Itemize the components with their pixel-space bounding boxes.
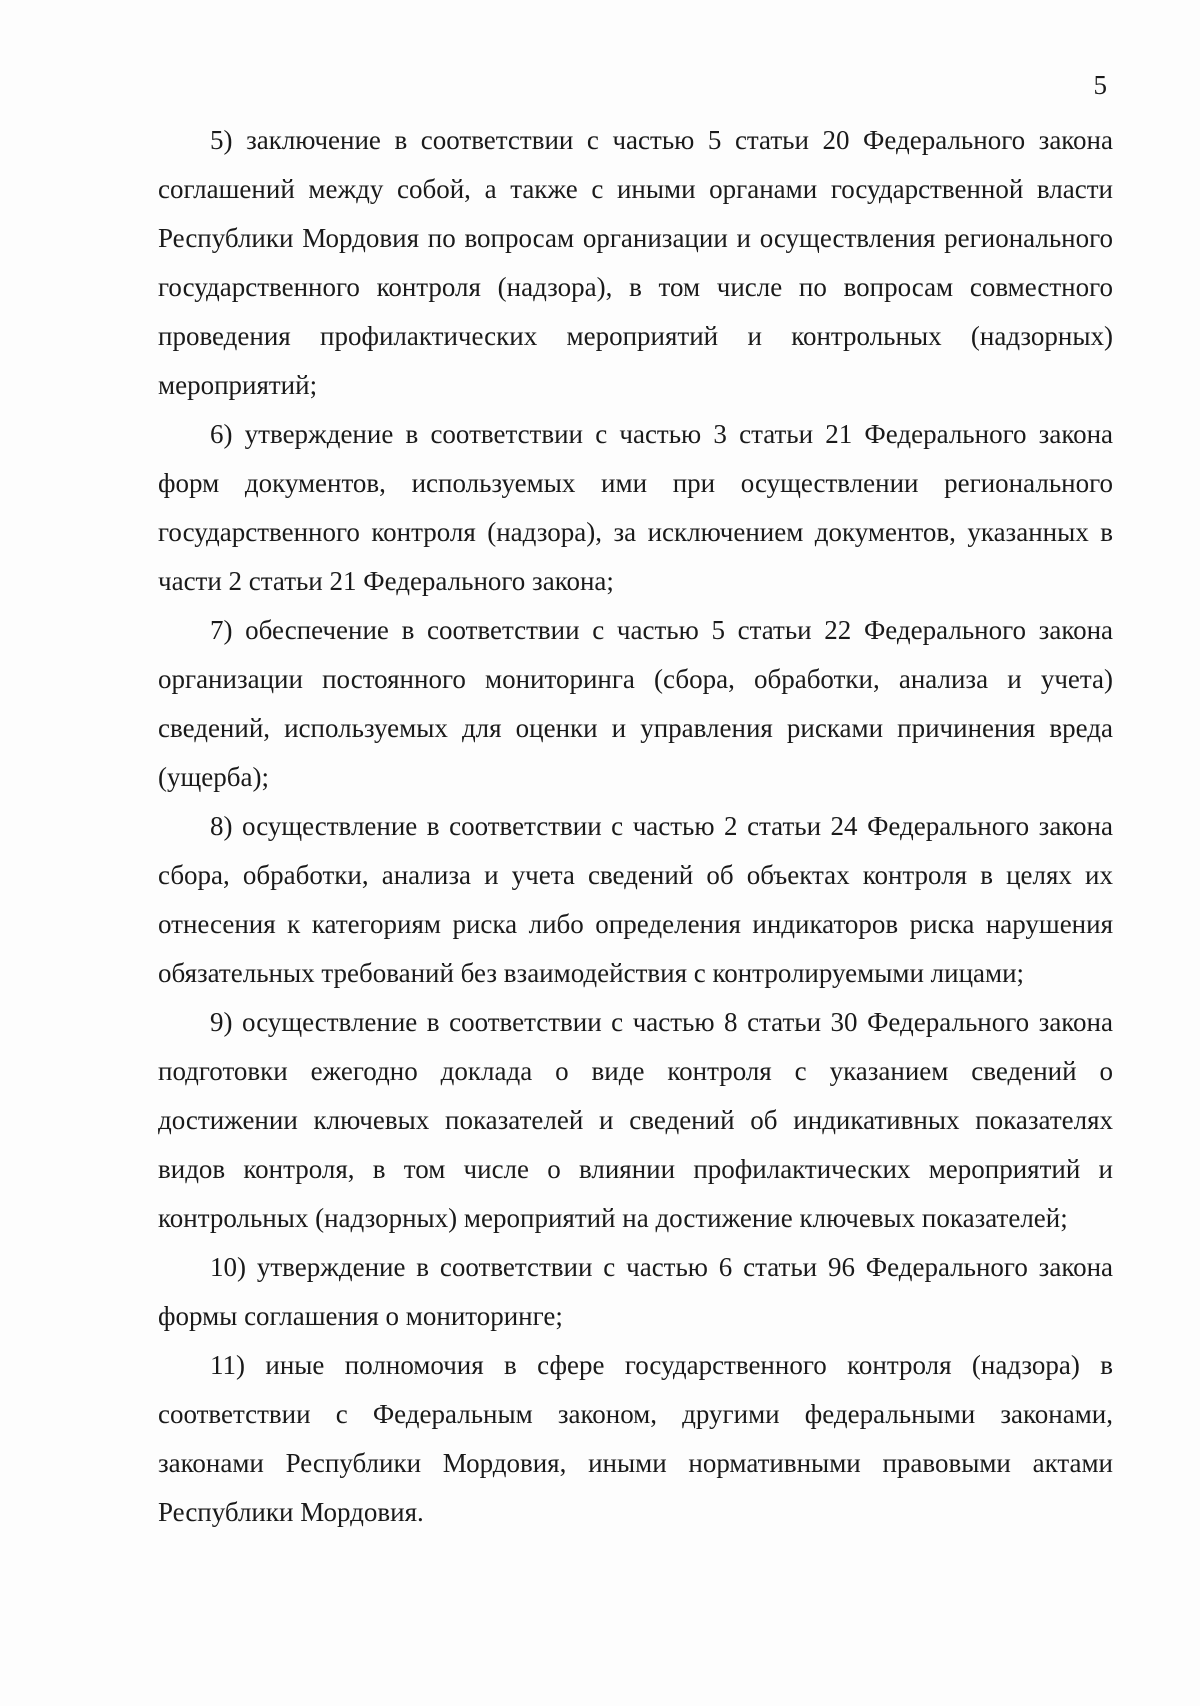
paragraph-item-11: 11) иные полномочия в сфере государственного контроля (надзора) в соответствии с Федеральным законом, другими федеральными законами, законами Республики Мордовия, иными нормативными правовыми актами Республики Мордовия. [158, 1350, 1113, 1527]
document-body [158, 116, 1113, 1537]
paragraph-item-7: 7) обеспечение в соответствии с частью 5 статьи 22 Федерального закона организации постоянного мониторинга (сбора, обработки, анализа и учета) сведений, используемых для оценки и управления рисками причинения вреда (ущерба); [158, 615, 1113, 792]
paragraph-item-5: 5) заключение в соответствии с частью 5 статьи 20 Федерального закона соглашений между собой, а также с иными органами государственной власти Республики Мордовия по вопросам организации и осуществления регионального государственного контроля (надзора), в том числе по вопросам совместного проведения профилактических мероприятий и контрольных (надзорных) мероприятий; [158, 125, 1113, 400]
paragraph-item-9: 9) осуществление в соответствии с частью 8 статьи 30 Федерального закона подготовки ежегодно доклада о виде контроля с указанием сведений о достижении ключевых показателей и сведений об индикативных показателях видов контроля, в том числе о влиянии профилактических мероприятий и контрольных (надзорных) мероприятий на достижение ключевых показателей; [158, 1007, 1113, 1233]
paragraph-item-6: 6) утверждение в соответствии с частью 3 статьи 21 Федерального закона форм документов, используемых ими при осуществлении регионального государственного контроля (надзора), за исключением документов, указанных в части 2 статьи 21 Федерального закона; [158, 419, 1113, 596]
paragraph-item-10: 10) утверждение в соответствии с частью 6 статьи 96 Федерального закона формы соглашения о мониторинге; [158, 1252, 1113, 1331]
page-number: 5 [1093, 70, 1107, 100]
paragraph-item-8: 8) осуществление в соответствии с частью 2 статьи 24 Федерального закона сбора, обработки, анализа и учета сведений об объектах контроля в целях их отнесения к категориям риска либо определения индикаторов риска нарушения обязательных требований без взаимодействия с контролируемыми лицами; [158, 811, 1113, 988]
